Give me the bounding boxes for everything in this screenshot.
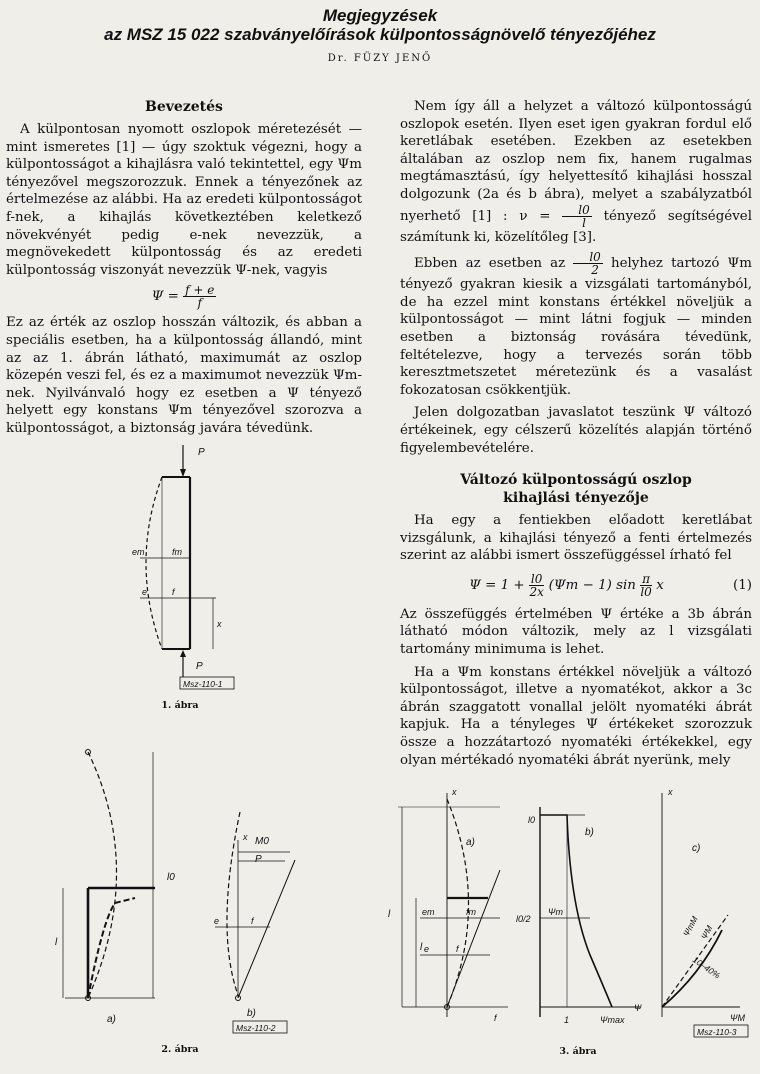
right-paragraph-2-text: Ebben az esetben az xyxy=(414,256,566,272)
fig1-arrowhead-top xyxy=(180,469,186,477)
fig3b-label-one: 1 xyxy=(564,1015,570,1025)
eq1-fraction-2 xyxy=(640,573,652,598)
eq1-fraction-1 xyxy=(529,573,544,598)
fig1-label-p-top: P xyxy=(198,447,205,458)
fig2b-label-e: e xyxy=(214,916,220,926)
section-heading-2-line1: Változó külpontosságú oszlop xyxy=(460,472,692,489)
figure-2 xyxy=(55,740,305,1040)
eq1-frac1-num: l0 xyxy=(530,571,543,586)
fig1-stamp: Msz-110-1 xyxy=(183,679,223,689)
fig2b-label-b: b) xyxy=(247,1008,256,1019)
fig3c-label-psiM-curve: ΨM xyxy=(698,923,715,941)
fig3a-label-a: a) xyxy=(466,837,475,848)
right-paragraph-2 xyxy=(400,251,752,399)
fig3b-label-l0-half: l0/2 xyxy=(516,914,531,924)
figure-2-caption: 2. ábra xyxy=(161,1044,199,1055)
nu-fraction-num: l0 xyxy=(562,204,591,217)
fig3c-label-pct: 10–40% xyxy=(690,954,723,981)
right-paragraph-3: Jelen dolgozatban javaslatot teszünk Ψ változó értékeinek, egy célszerű közelítés alapján történő figyelembevételére. xyxy=(400,405,752,456)
fig2a-deformed-frame xyxy=(88,898,135,998)
fig2a-label-a: a) xyxy=(107,1014,116,1025)
fig1-label-p-bottom: P xyxy=(196,661,203,672)
eq1-part-a: Ψ = 1 + xyxy=(469,577,525,593)
fig3a-label-em: em xyxy=(422,907,435,917)
fig3a-buckled-shape xyxy=(447,799,469,1007)
fig3-stamp: Msz-110-3 xyxy=(697,1027,737,1037)
fig2b-label-f: f xyxy=(251,916,254,926)
formula-fraction xyxy=(183,284,216,309)
fig3a-label-f-axis: f xyxy=(494,1013,497,1023)
right-column xyxy=(400,98,752,769)
fig1-label-e: e xyxy=(142,587,148,597)
fig3c-label-c: c) xyxy=(692,843,701,854)
fig3a-label-x: x xyxy=(452,787,457,797)
author: Dr. FÜZY JENŐ xyxy=(327,53,433,64)
right-paragraph-6: Ha a Ψm konstans értékkel növeljük a változó külpontosságot, illetve a nyomatékot, akkor a 3c ábrán szaggatott vonallal jelölt nyomatéki ábrát kapjuk. Ha a tényleges Ψ értékeket szorozzuk össze a hozzátartozó nyomatéki értékekkel, egy olyan mértékadó nyomatéki ábrát nyerünk, mely xyxy=(400,664,752,768)
fig2b-label-p: P xyxy=(255,854,262,865)
fig3c-label-psiM-axis: ΨM xyxy=(730,1013,745,1023)
fig1-label-em: em xyxy=(132,547,145,557)
fig2a-label-l: l xyxy=(55,937,58,948)
right-paragraph-4: Ha egy a fentiekben előadott keretlábat vizsgálunk, a kihajlási tényező a fenti értelmezés szerint az alábbi ismert összefüggéssel írható fel xyxy=(400,513,752,564)
eq1-frac2-num: π xyxy=(642,571,651,586)
figure-1 xyxy=(120,445,250,690)
fig3b-label-l0: l0 xyxy=(528,815,536,825)
figure-1-caption: 1. ábra xyxy=(161,700,199,711)
fig3b-label-psi-axis: Ψ xyxy=(634,1003,642,1013)
equation-number: (1) xyxy=(733,577,752,593)
article-title: Megjegyzések xyxy=(322,6,438,25)
fig3a-label-f: f xyxy=(456,944,459,954)
intro-paragraph-2: Ez az érték az oszlop hosszán változik, és abban a speciális esetben, ha a külpontosság állandó, mint az az 1. ábrán látható, maximumát az oszlop közepén veszi fel, és ez a maximumot nevezzük Ψm-nek. Nyilvánvaló hogy ez esetben a Ψ tényező helyett egy konstans Ψm tényezővel szorozva a külpontosságot, a biztonság javára tévedünk. xyxy=(6,315,362,436)
fig1-label-f: f xyxy=(172,587,175,597)
fig3c-label-psimM: ΨmM xyxy=(680,914,700,938)
eq1-frac2-den: l0 xyxy=(640,584,652,599)
intro-paragraph-1: A külpontosan nyomott oszlopok méretezését — mint ismeretes [1] — úgy szoktuk végezni, hogy a külpontosságot a kihajlásra való tekintettel, egy Ψm tényezővel megszorozzuk. Ennek a tényezőnek az értelmezése az alábbi. Ha az eredeti külpontosságot f-nek, a kihajlás következtében keletkező növekvényét pedig e-nek nevezzük, a megnövekedett külpontosság és az eredeti külpontosság viszonyát nevezzük Ψ-nek, vagyis xyxy=(6,122,362,278)
l0-half-num: l0 xyxy=(573,251,602,264)
eq1-part-c: x xyxy=(656,577,664,593)
article-subtitle: az MSZ 15 022 szabványelőírások külpontosságnövelő tényezőjéhez xyxy=(104,25,656,44)
fig3a-label-fm: fm xyxy=(466,907,476,917)
fig3b-label-psimax: Ψmax xyxy=(600,1015,625,1025)
nu-fraction-den: l xyxy=(582,215,586,230)
fig2a-label-l0: l0 xyxy=(167,872,175,883)
fig3b-label-psi-m: Ψm xyxy=(548,907,563,917)
right-paragraph-1-text: Nem így áll a helyzet a változó külpontosságú oszlopok esetén. Ilyen eset igen gyakran fordul elő keretlábak esetében. Ezekben az esetekben általában az oszlop nem fix, hanem rugalmas megtámasztású, így helyettesítő kihajlási hosszal dolgozunk (2a és b ábra), melyet a szabályzatból nyerhető [1] : ν = xyxy=(400,99,752,224)
fig2b-label-m0: M0 xyxy=(255,836,269,847)
fig1-label-x: x xyxy=(217,619,222,629)
fig3a-label-e: e xyxy=(424,944,430,954)
psi-definition-formula xyxy=(6,284,362,309)
fig2b-label-x: x xyxy=(243,832,248,842)
fig2a-buckled-shape xyxy=(88,752,117,998)
fig2-stamp: Msz-110-2 xyxy=(236,1023,276,1033)
eq1-part-b: (Ψm − 1) sin xyxy=(548,577,636,593)
fig1-label-fm: fm xyxy=(172,547,182,557)
figure-3-caption: 3. ábra xyxy=(559,1046,597,1057)
left-column xyxy=(6,98,362,438)
fig1-arrowhead-bottom xyxy=(180,650,186,657)
formula-lhs: Ψ = xyxy=(151,289,179,305)
l0-half-den: 2 xyxy=(591,263,599,278)
right-paragraph-5: Az összefüggés értelmében Ψ értéke a 3b ábrán látható módon változik, mely az l vizsgálati tartomány minimuma is lehet. xyxy=(400,606,752,658)
section-heading-intro: Bevezetés xyxy=(145,99,223,115)
section-heading-2-line2: kihajlási tényezője xyxy=(503,490,649,507)
equation-1 xyxy=(400,573,752,598)
fig1-deflected-shape xyxy=(146,477,162,649)
formula-denominator: f xyxy=(197,296,202,311)
fig3a-label-l: l xyxy=(388,909,391,920)
fig3b-label-b: b) xyxy=(585,827,594,838)
nu-fraction xyxy=(562,204,591,229)
fig2b-moment-line xyxy=(238,860,295,998)
l0-half-fraction xyxy=(573,251,602,276)
figure-3 xyxy=(380,785,755,1043)
eq1-frac1-den: 2x xyxy=(529,584,544,599)
right-paragraph-2-tail: helyhez tartozó Ψm tényező gyakran kiesik a vizsgálati tartományból, de ha ezzel mint konstans értékkel növeljük a külpontosságot — mint látni fogjuk — minden esetben a biztonság rovására tévedünk, feltételezve, hogy a tervezés során több keresztmetszetet méretezünk és a vasalást fokozatosan csökkentjük. xyxy=(400,256,752,398)
right-paragraph-1 xyxy=(400,98,752,246)
fig3a-label-l-inner: l xyxy=(420,942,423,953)
fig3a-moment-line xyxy=(447,870,500,1007)
fig3c-label-x: x xyxy=(668,787,673,797)
right-paragraph-1-tail: tényező segítségével számítunk ki, közelítőleg [3]. xyxy=(400,208,752,245)
equation-1-body xyxy=(400,573,733,598)
formula-numerator: f + e xyxy=(185,283,215,298)
